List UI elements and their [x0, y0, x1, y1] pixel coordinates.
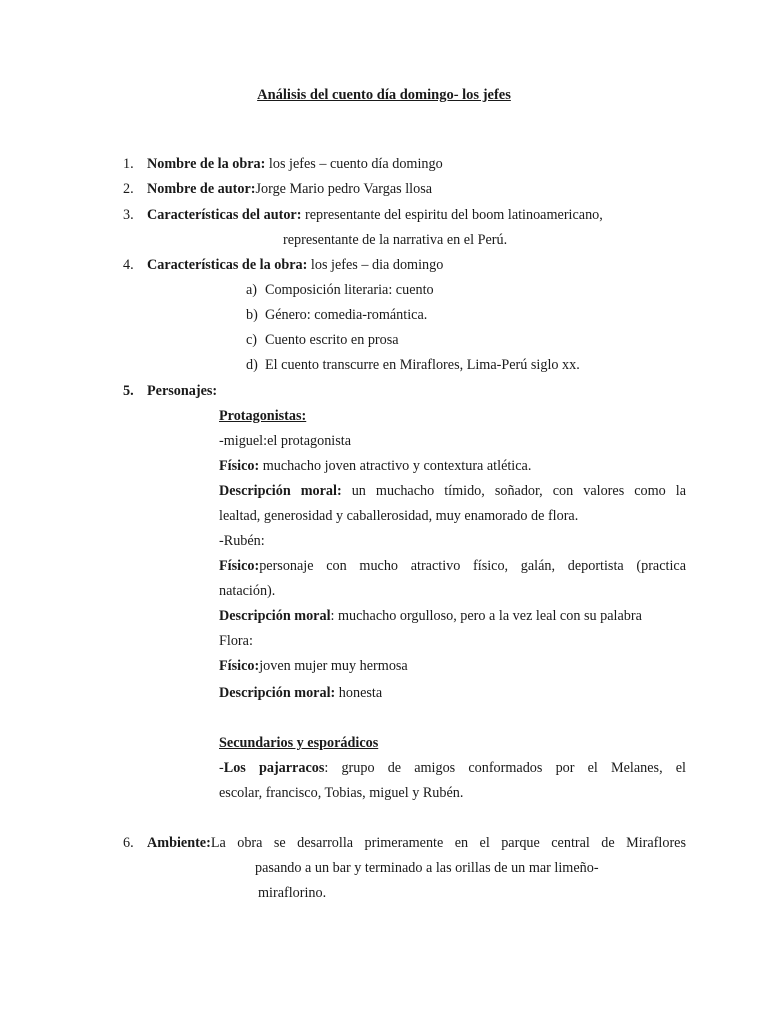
subitem-marker: d) [246, 357, 258, 373]
item-label: Características del autor: [147, 207, 302, 223]
moral-label: Descripción moral: [219, 685, 336, 701]
secundarios-heading: Secundarios y esporádicos [219, 735, 379, 751]
subitem-text: Género: comedia-romántica. [265, 307, 428, 323]
character-miguel-fisico [219, 457, 531, 475]
pajarracos-prefix: - [219, 760, 224, 776]
pajarracos-description [219, 759, 686, 777]
item-label: Características de la obra: [147, 257, 308, 273]
moral-text: : muchacho orgulloso, pero a la vez leal con su palabra [330, 608, 642, 624]
character-miguel-moral-continuation: lealtad, generosidad y caballerosidad, muy enamorado de flora. [219, 508, 579, 524]
list-item-6-number: 6. [123, 835, 134, 851]
pajarracos-text: : grupo de amigos conformados por el Melanes, el [324, 760, 686, 776]
fisico-text: muchacho joven atractivo y contextura atlética. [259, 458, 532, 474]
fisico-text: joven mujer muy hermosa [259, 658, 408, 674]
list-item-5-label: Personajes: [147, 383, 218, 399]
subitem-marker: b) [246, 307, 258, 323]
pajarracos-label: Los pajarracos [223, 760, 325, 776]
item-number: 3. [123, 207, 134, 223]
list-item-1-content [147, 155, 443, 173]
list-item-1 [123, 155, 134, 173]
item-number: 1. [123, 156, 134, 172]
character-ruben-name: -Rubén: [219, 533, 265, 549]
item-label: Nombre de autor: [147, 181, 256, 197]
item-text: La obra se desarrolla primeramente en el parque central de Miraflores [210, 835, 686, 851]
list-item-4-content [147, 256, 443, 274]
subitem-text: Cuento escrito en prosa [265, 332, 399, 348]
document-title: Análisis del cuento día domingo- los jefes [257, 87, 511, 103]
item-label: Ambiente: [147, 835, 211, 851]
character-flora-moral [219, 684, 382, 702]
item-text: los jefes – dia domingo [307, 257, 444, 273]
character-miguel-name: -miguel:el protagonista [219, 433, 351, 449]
list-item-3 [123, 206, 134, 224]
character-ruben-fisico-continuation: natación). [219, 583, 276, 599]
character-flora-name: Flora: [219, 633, 253, 649]
pajarracos-continuation: escolar, francisco, Tobias, miguel y Rubén. [219, 785, 464, 801]
subitem-text: El cuento transcurre en Miraflores, Lima-Perú siglo xx. [265, 357, 580, 373]
fisico-label: Físico: [219, 458, 260, 474]
item-text: los jefes – cuento día domingo [265, 156, 443, 172]
subitem-marker: a) [246, 282, 258, 298]
subitem-text: Composición literaria: cuento [265, 282, 434, 298]
character-flora-fisico [219, 657, 408, 675]
list-item-6-continuation-2: miraflorino. [258, 885, 327, 901]
moral-label: Descripción moral [219, 608, 331, 624]
character-ruben-fisico [219, 557, 686, 575]
protagonistas-heading: Protagonistas: [219, 408, 307, 424]
moral-text: un muchacho tímido, soñador, con valores como la [341, 483, 686, 499]
list-item-2-content [147, 180, 432, 198]
list-item-2 [123, 180, 134, 198]
item-number: 2. [123, 181, 134, 197]
subitem-marker: c) [246, 332, 258, 348]
list-item-6-continuation: pasando a un bar y terminado a las orillas de un mar limeño- [255, 860, 599, 876]
fisico-text: personaje con mucho atractivo físico, galán, deportista (practica [259, 558, 686, 574]
item-label: Nombre de la obra: [147, 156, 266, 172]
item-text: representante del espiritu del boom latinoamericano, [301, 207, 603, 223]
list-item-3-content [147, 206, 603, 224]
moral-text: honesta [335, 685, 383, 701]
list-item-6-content [147, 834, 686, 852]
list-item-4 [123, 256, 134, 274]
item-text: Jorge Mario pedro Vargas llosa [255, 181, 433, 197]
list-item-5-number: 5. [123, 383, 134, 399]
fisico-label: Físico: [219, 558, 260, 574]
fisico-label: Físico: [219, 658, 260, 674]
item-number: 4. [123, 257, 134, 273]
moral-label: Descripción moral: [219, 483, 342, 499]
list-item-3-continuation: representante de la narrativa en el Perú. [283, 232, 508, 248]
character-ruben-moral [219, 607, 642, 625]
character-miguel-moral [219, 482, 686, 500]
